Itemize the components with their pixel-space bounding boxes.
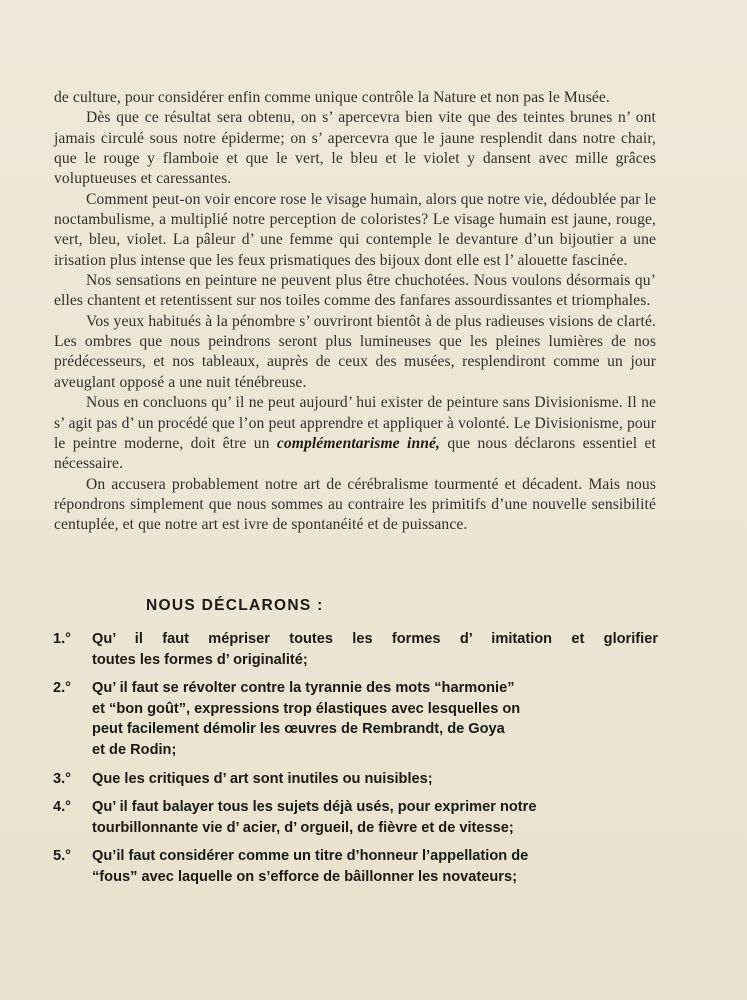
paragraph: Vos yeux habitués à la pénombre s’ ouvriront bientôt à de plus radieuses visions de clarté. Les ombres que nous peindrons seront plus lumineuses que les pleines lumières de nos prédécesseurs, et nos tableaux, auprès de ceux des musées, resplendiront comme un jour aveuglant opposé a une nuit ténébreuse. xyxy=(54,312,656,391)
paragraph-text: que nous déclarons essentiel et nécessaire. xyxy=(54,434,656,473)
declaration-line: Que les critiques d’ art sont inutiles ou nuisibles; xyxy=(92,770,433,787)
declaration-line: peut facilement démolir les œuvres de Rembrandt, de Goya xyxy=(92,721,505,738)
declaration-line: Qu’ il faut se révolter contre la tyrannie des mots “harmonie” xyxy=(92,680,515,697)
declaration-line: “fous” avec laquelle on s’efforce de bâillonner les novateurs; xyxy=(92,868,517,885)
body-text xyxy=(54,88,656,536)
paragraph-text: Nous en concluons qu’ il ne peut aujourd’ hui exister de peinture sans Divisionisme. Il ne s’ agit pas d’ un procédé que l’on peut apprendre et appliquer à volonté. Le Divisionisme, pour le peintre moderne, doit être un xyxy=(54,394,656,452)
declaration-item xyxy=(53,629,658,670)
declaration-line: toutes les formes d’ originalité; xyxy=(92,651,308,668)
emphasized-term: complémentarisme inné, xyxy=(276,434,441,452)
declaration-line: Qu’ il faut mépriser toutes les formes d’ imitation et glorifier xyxy=(92,631,658,647)
declaration-line: et de Rodin; xyxy=(92,741,177,758)
declaration-number: 2.° xyxy=(53,680,72,697)
declaration-number: 3.° xyxy=(53,770,72,787)
section-heading: NOUS DÉCLARONS : xyxy=(146,597,324,614)
declaration-number: 4.° xyxy=(53,799,72,816)
paragraph: Comment peut-on voir encore rose le visage humain, alors que notre vie, dédoublée par le noctambulisme, a multiplié notre perception de coloristes? Le visage humain est jaune, rouge, vert, bleu, violet. La pâleur d’ une femme qui contemple le devanture d’un bijoutier a une irisation plus intense que les feux prismatiques des bijoux dont elle est l’ alouette fascinée. xyxy=(54,190,656,269)
declaration-line: et “bon goût”, expressions trop élastiques avec lesquelles on xyxy=(92,700,521,717)
paragraph: de culture, pour considérer enfin comme unique contrôle la Nature et non pas le Musée. xyxy=(54,89,610,106)
paragraph: Dès que ce résultat sera obtenu, on s’ apercevra bien vite que des teintes brunes n’ ont jamais circulé sous notre épiderme; on s’ apercevra que le jaune resplendit dans notre chair, que le rouge y flamboie et que le vert, le bleu et le violet y dansent avec mille grâces voluptueuses et caressantes. xyxy=(54,109,656,188)
paragraph: On accusera probablement notre art de cérébralisme tourmenté et décadent. Mais nous répondrons simplement que nous sommes au contraire les primitifs d’une nouvelle sensibilité centuplée, et que notre art est ivre de spontanéité et de puissance. xyxy=(54,475,656,534)
declaration-number: 1.° xyxy=(53,631,72,647)
declaration-line: tourbillonnante vie d’ acier, d’ orgueil, de fièvre et de vitesse; xyxy=(92,819,514,836)
declaration-item xyxy=(53,769,658,790)
declaration-item xyxy=(53,797,658,838)
paragraph xyxy=(54,393,656,474)
declaration-line: Qu’il faut considérer comme un titre d’honneur l’appellation de xyxy=(92,848,529,865)
paragraph: Nos sensations en peinture ne peuvent plus être chuchotées. Nous voulons désormais qu’ elles chantent et retentissent sur nos toiles comme des fanfares assourdissantes et triomphales. xyxy=(54,272,656,310)
declaration-line: Qu’ il faut balayer tous les sujets déjà usés, pour exprimer notre xyxy=(92,799,537,816)
declaration-item xyxy=(53,678,658,760)
declaration-list xyxy=(53,629,658,896)
declaration-item xyxy=(53,846,658,887)
declaration-number: 5.° xyxy=(53,848,72,865)
